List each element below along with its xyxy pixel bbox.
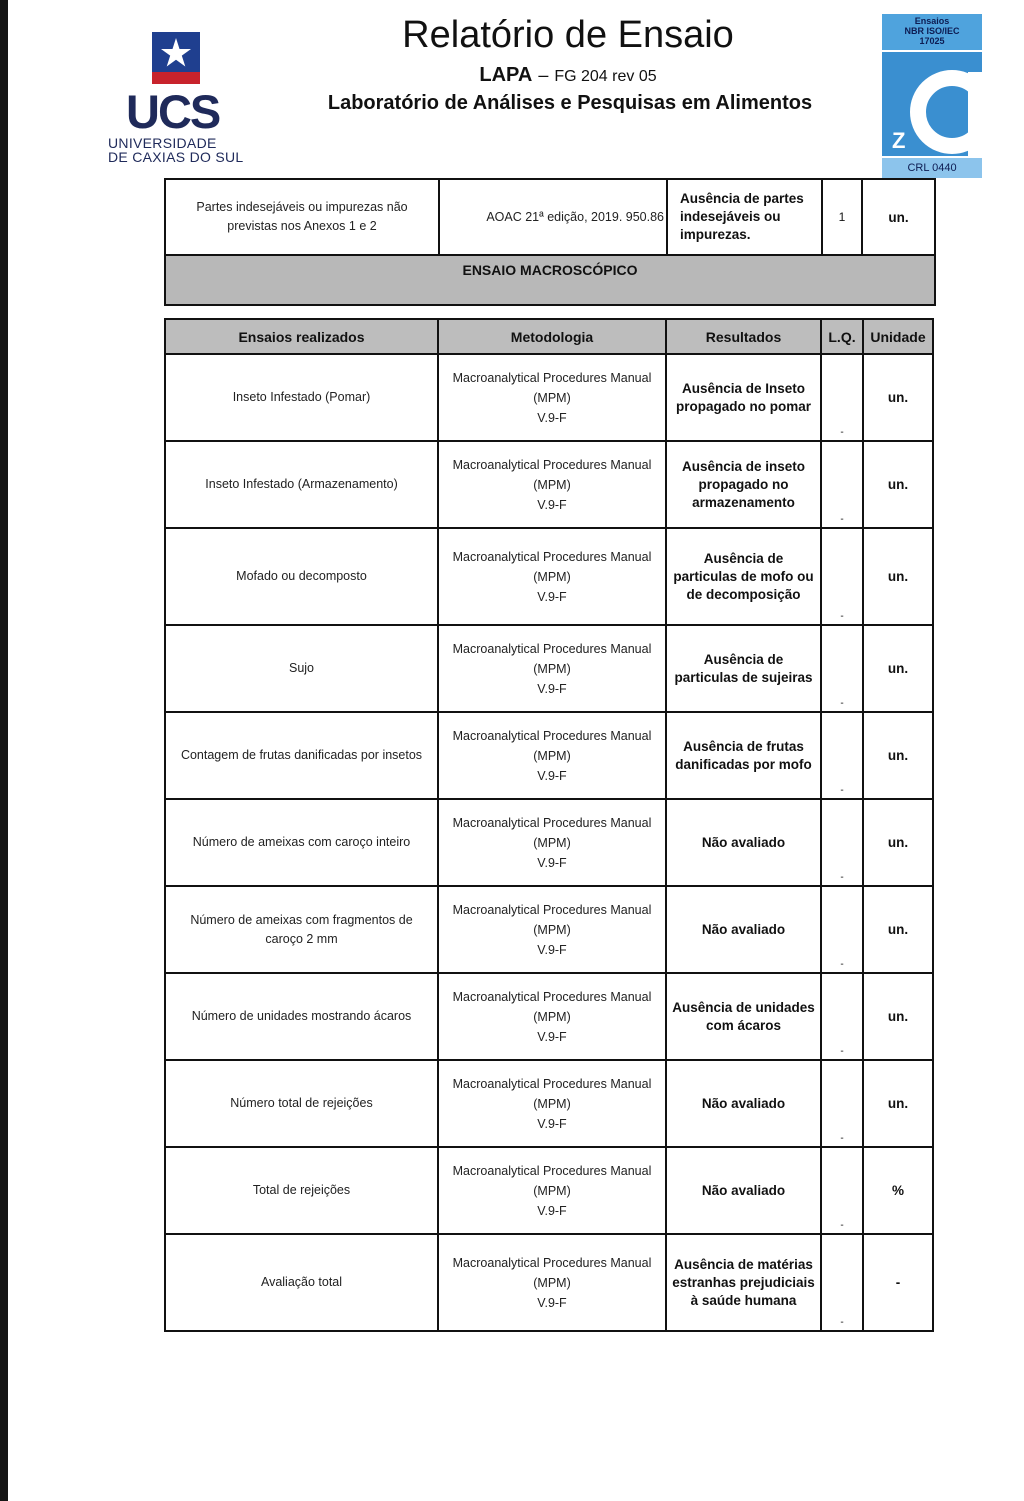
unit: un.	[863, 625, 933, 712]
method-line-3: V.9-F	[537, 768, 567, 783]
column-header-lq: L.Q.	[821, 319, 863, 354]
lab-name: Laboratório de Análises e Pesquisas em Alimentos	[327, 92, 813, 114]
test-name: Total de rejeições	[165, 1147, 438, 1234]
lq-value: -	[840, 1220, 844, 1231]
method-line-1: Macroanalytical Procedures Manual	[452, 641, 652, 656]
result: Ausência de inseto propagado no armazenamento	[666, 441, 821, 528]
method	[438, 712, 666, 799]
lq-value: -	[840, 514, 844, 525]
method-line-3: V.9-F	[537, 1116, 567, 1131]
method-line-3: V.9-F	[537, 942, 567, 957]
lq-value: -	[840, 1317, 844, 1328]
logo-acronym: UCS	[126, 85, 220, 138]
unit: un.	[863, 712, 933, 799]
table-row	[165, 625, 933, 712]
svg-text:Z: Z	[892, 128, 906, 153]
lq-value: -	[840, 872, 844, 883]
code-separator: –	[538, 65, 549, 85]
test-name: Número total de rejeições	[165, 1060, 438, 1147]
unit: un.	[863, 799, 933, 886]
method-line-2: (MPM)	[533, 477, 571, 492]
method-line-3: V.9-F	[537, 1029, 567, 1044]
unit: un.	[863, 441, 933, 528]
lq-cell	[821, 625, 863, 712]
lab-code: LAPA	[479, 64, 533, 86]
column-header-unit: Unidade	[863, 319, 933, 354]
form-code: FG 204 rev 05	[554, 68, 657, 85]
method-line-3: V.9-F	[537, 497, 567, 512]
accreditation-line-3: 17025	[919, 36, 945, 46]
accreditation-symbol-icon	[882, 52, 982, 156]
table-row	[165, 354, 933, 441]
lq-cell	[821, 1234, 863, 1331]
lq-value: 1	[822, 179, 862, 255]
table-row	[165, 1234, 933, 1331]
result: Ausência de frutas danificadas por mofo	[666, 712, 821, 799]
method-line-1: Macroanalytical Procedures Manual	[452, 370, 652, 385]
column-header-result: Resultados	[666, 319, 821, 354]
method	[438, 799, 666, 886]
accreditation-code: CRL 0440	[882, 158, 982, 178]
result: Ausência de particulas de mofo ou de decomposição	[666, 528, 821, 625]
table-row	[165, 528, 933, 625]
result: Ausência de partes indesejáveis ou impurezas.	[667, 179, 822, 255]
column-header-method: Metodologia	[438, 319, 666, 354]
method-line-2: (MPM)	[533, 1183, 571, 1198]
method	[438, 354, 666, 441]
method-line-3: V.9-F	[537, 1203, 567, 1218]
lq-cell	[821, 441, 863, 528]
method	[438, 886, 666, 973]
logo-line-2: DE CAXIAS DO SUL	[108, 149, 244, 165]
method-line-1: Macroanalytical Procedures Manual	[452, 457, 652, 472]
method-line-2: (MPM)	[533, 1096, 571, 1111]
method	[438, 1060, 666, 1147]
star-shield-icon	[152, 32, 200, 90]
section-row	[165, 255, 935, 305]
test-name: Inseto Infestado (Armazenamento)	[165, 441, 438, 528]
test-name: Número de ameixas com fragmentos de caroço 2 mm	[165, 886, 438, 973]
table-header-row	[165, 319, 933, 354]
lab-code-line	[340, 64, 796, 87]
table-row	[165, 1147, 933, 1234]
accreditation-line-2: NBR ISO/IEC	[904, 26, 960, 36]
unit: %	[863, 1147, 933, 1234]
accreditation-header	[882, 14, 982, 50]
result: Ausência de unidades com ácaros	[666, 973, 821, 1060]
unit: un.	[863, 973, 933, 1060]
test-name: Partes indesejáveis ou impurezas não previstas nos Anexos 1 e 2	[165, 179, 439, 255]
result: Não avaliado	[666, 1147, 821, 1234]
lq-value: -	[840, 959, 844, 970]
result: Não avaliado	[666, 799, 821, 886]
method-line-3: V.9-F	[537, 855, 567, 870]
unit: -	[863, 1234, 933, 1331]
method-line-1: Macroanalytical Procedures Manual	[452, 1255, 652, 1270]
method-line-1: Macroanalytical Procedures Manual	[452, 728, 652, 743]
lq-value: -	[840, 1133, 844, 1144]
table-row	[165, 1060, 933, 1147]
macroscopic-results-table	[164, 318, 934, 1332]
table-row	[165, 712, 933, 799]
method-line-3: V.9-F	[537, 589, 567, 604]
logo-university-name	[108, 136, 244, 164]
lq-cell	[821, 1060, 863, 1147]
method-line-1: Macroanalytical Procedures Manual	[452, 1076, 652, 1091]
left-edge-bar	[0, 0, 8, 1501]
test-name: Mofado ou decomposto	[165, 528, 438, 625]
table-row	[165, 886, 933, 973]
method-line-3: V.9-F	[537, 410, 567, 425]
test-name: Sujo	[165, 625, 438, 712]
method-line-2: (MPM)	[533, 748, 571, 763]
method-line-3: V.9-F	[537, 1295, 567, 1310]
method	[438, 1147, 666, 1234]
lq-value: -	[840, 611, 844, 622]
method	[438, 973, 666, 1060]
lq-value: -	[840, 427, 844, 438]
test-name: Contagem de frutas danificadas por insetos	[165, 712, 438, 799]
accreditation-badge	[882, 14, 982, 178]
lq-cell	[821, 528, 863, 625]
section-title: ENSAIO MACROSCÓPICO	[165, 255, 935, 305]
lq-cell	[821, 799, 863, 886]
result: Não avaliado	[666, 886, 821, 973]
method-line-1: Macroanalytical Procedures Manual	[452, 1163, 652, 1178]
table-row	[165, 973, 933, 1060]
test-name: Inseto Infestado (Pomar)	[165, 354, 438, 441]
unit: un.	[863, 1060, 933, 1147]
table-row	[165, 799, 933, 886]
logo-line-1: UNIVERSIDADE	[108, 135, 217, 151]
unit: un.	[863, 886, 933, 973]
method	[438, 441, 666, 528]
method-line-2: (MPM)	[533, 569, 571, 584]
lq-value: -	[840, 1046, 844, 1057]
unit: un.	[863, 354, 933, 441]
method-line-1: Macroanalytical Procedures Manual	[452, 549, 652, 564]
method-line-2: (MPM)	[533, 661, 571, 676]
result: Não avaliado	[666, 1060, 821, 1147]
result: Ausência de particulas de sujeiras	[666, 625, 821, 712]
method-line-2: (MPM)	[533, 1275, 571, 1290]
accreditation-line-1: Ensaios	[914, 16, 950, 26]
lq-cell	[821, 973, 863, 1060]
unit: un.	[862, 179, 935, 255]
result: Ausência de matérias estranhas prejudiciais à saúde humana	[666, 1234, 821, 1331]
lq-cell	[821, 354, 863, 441]
table-row	[165, 179, 935, 255]
method	[438, 625, 666, 712]
method	[438, 528, 666, 625]
method-line-3: V.9-F	[537, 681, 567, 696]
lq-cell	[821, 712, 863, 799]
method-line-1: Macroanalytical Procedures Manual	[452, 902, 652, 917]
method: AOAC 21ª edição, 2019. 950.86	[439, 179, 667, 255]
report-title: Relatório de Ensaio	[402, 14, 734, 56]
ucs-logo	[108, 32, 253, 164]
column-header-test: Ensaios realizados	[165, 319, 438, 354]
top-results-table	[164, 178, 936, 306]
lq-value: -	[840, 698, 844, 709]
method-line-1: Macroanalytical Procedures Manual	[452, 815, 652, 830]
table-row	[165, 441, 933, 528]
result: Ausência de Inseto propagado no pomar	[666, 354, 821, 441]
method-line-2: (MPM)	[533, 390, 571, 405]
test-name: Avaliação total	[165, 1234, 438, 1331]
test-name: Número de ameixas com caroço inteiro	[165, 799, 438, 886]
method-line-2: (MPM)	[533, 835, 571, 850]
lq-cell	[821, 886, 863, 973]
lq-cell	[821, 1147, 863, 1234]
method-line-2: (MPM)	[533, 922, 571, 937]
method-line-2: (MPM)	[533, 1009, 571, 1024]
unit: un.	[863, 528, 933, 625]
test-name: Número de unidades mostrando ácaros	[165, 973, 438, 1060]
method	[438, 1234, 666, 1331]
lq-value: -	[840, 785, 844, 796]
method-line-1: Macroanalytical Procedures Manual	[452, 989, 652, 1004]
